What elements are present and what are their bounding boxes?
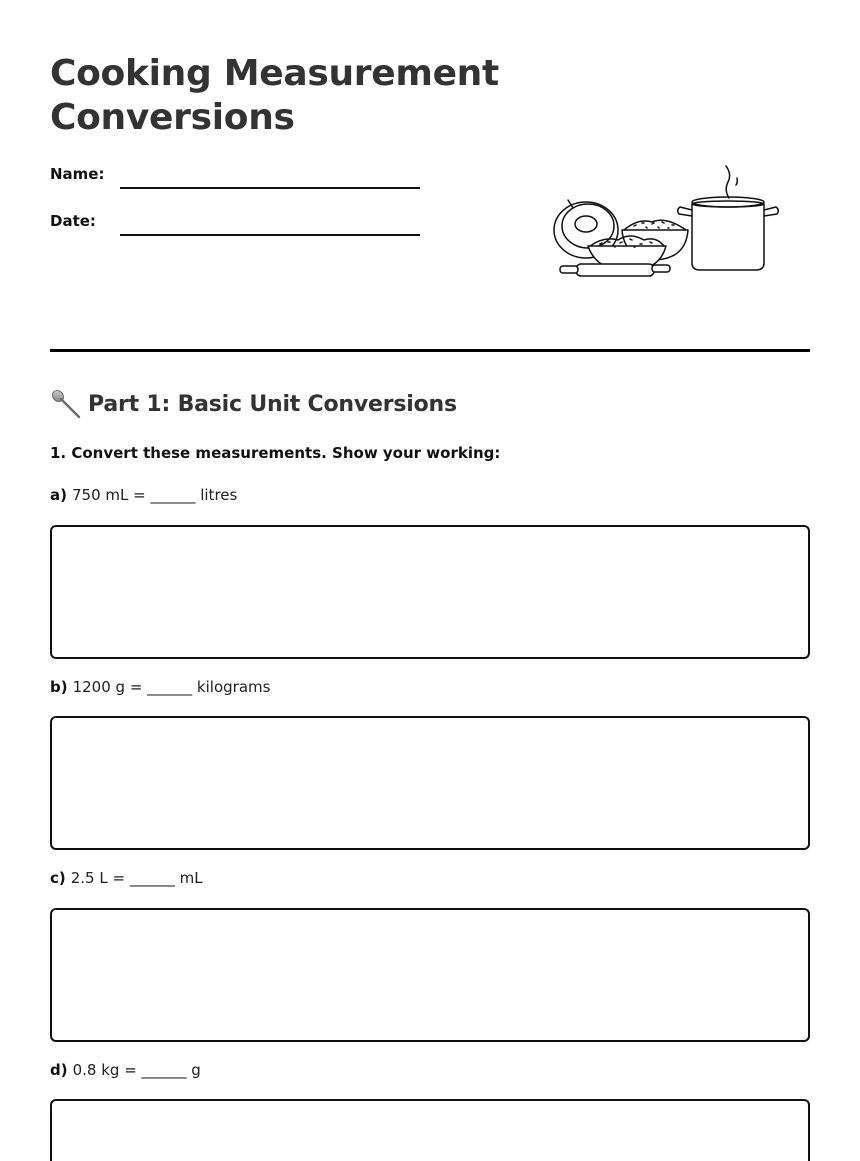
spoon-icon — [50, 388, 82, 420]
answer-box-b[interactable] — [50, 716, 810, 850]
part1-title: Part 1: Basic Unit Conversions — [88, 391, 457, 417]
question-letter: d) — [50, 1061, 68, 1079]
question-text: 0.8 kg = ______ g — [72, 1061, 201, 1079]
cooking-utensils-icon — [548, 160, 788, 285]
part1-heading — [50, 388, 457, 420]
question-d — [50, 1061, 201, 1079]
name-label: Name: — [50, 165, 105, 183]
question-letter: b) — [50, 678, 68, 696]
date-label: Date: — [50, 212, 96, 230]
question-letter: a) — [50, 486, 67, 504]
question-1-instruction: 1. Convert these measurements. Show your working: — [50, 444, 501, 462]
name-field[interactable] — [120, 187, 420, 189]
question-text: 2.5 L = ______ mL — [70, 869, 203, 887]
question-b — [50, 678, 270, 696]
page-title: Cooking Measurement Conversions — [50, 53, 499, 138]
question-text: 750 mL = ______ litres — [71, 486, 238, 504]
date-field[interactable] — [120, 234, 420, 236]
section-divider — [50, 349, 810, 352]
answer-box-a[interactable] — [50, 525, 810, 659]
question-a — [50, 486, 237, 504]
answer-box-c[interactable] — [50, 908, 810, 1042]
question-letter: c) — [50, 869, 66, 887]
question-text: 1200 g = ______ kilograms — [72, 678, 271, 696]
question-c — [50, 869, 203, 887]
answer-box-d[interactable] — [50, 1099, 810, 1161]
